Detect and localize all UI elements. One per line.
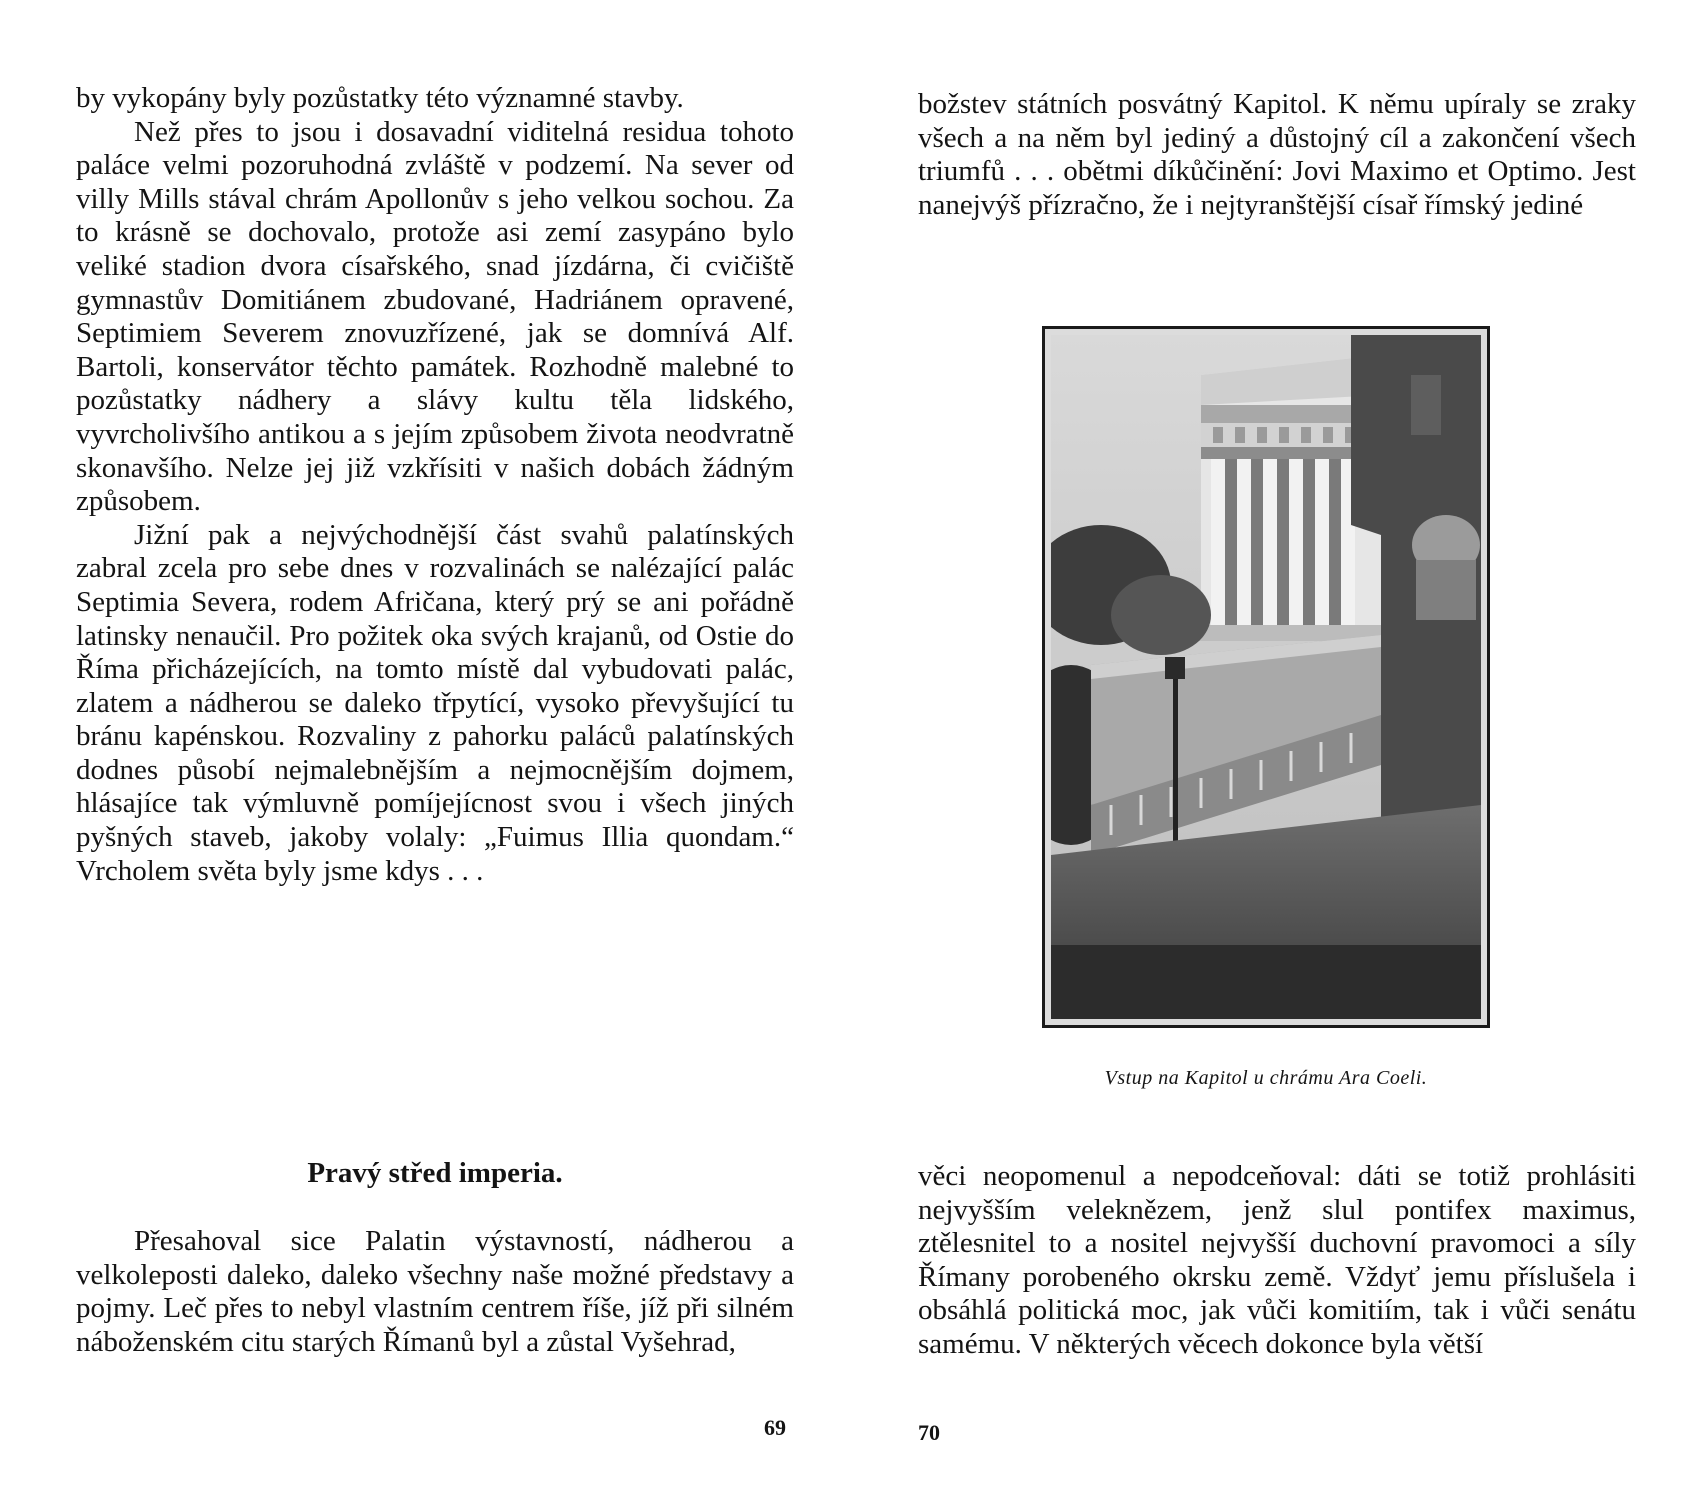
- photograph-kapitol-entrance: [1042, 326, 1490, 1028]
- paragraph: věci neopomenul a nepodceňoval: dáti se totiž prohlásiti nejvyšším veleknězem, jenž slul pontifex maximus, ztělesnitel to a nositel nejvyšší duchovní pravomoci a síly Římany porobeného okrsku země. Vždyť jemu příslušela i obsáhlá politická moc, jak vůči komitiím, tak i vůči senátu samému. V některých věcech dokonce byla větší: [918, 1160, 1636, 1360]
- right-page-top-text: [918, 88, 1636, 222]
- page-number: 69: [764, 1415, 786, 1440]
- photo-illustration: [1051, 335, 1481, 1019]
- paragraph: božstev státních posvátný Kapitol. K němu upíraly se zraky všech a na něm byl jediný a důstojný cíl a zakončení všech triumfů . . . obětmi díkůčinění: Jovi Maximo et Optimo. Jest nanejvýš přízračno, že i nejtyranštější císař římský jediné: [918, 88, 1636, 221]
- paragraph: Než přes to jsou i dosavadní viditelná residua tohoto paláce velmi pozoruhodná zvláště v podzemí. Na sever od villy Mills stával chrám Apollonův s jeho velkou sochou. Za to krásně se dochovalo, protože asi zemí zasypáno bylo veliké stadion dvora císařského, snad jízdárna, či cvičiště gymnastův Domitiánem zbudované, Hadriánem opravené, Septimiem Severem znovuzřízené, jak se domnívá Alf. Bartoli, konservátor těchto památek. Rozhodně malebné to pozůstatky nádhery a slávy kultu těla lidského, vyvrcholivšího antikou a s jejím způsobem života neodvratně skonavšího. Nelze jej již vzkřísiti v našich dobách žádným způsobem.: [76, 115, 794, 518]
- paragraph: Jižní pak a nejvýchodnější část svahů palatínských zabral zcela pro sebe dnes v rozvalinách se nalézající palác Septimia Severa, rodem Afričana, který prý se ani pořádně latinsky nenaučil. Pro požitek oka svých krajanů, od Ostie do Říma přicházejících, na tomto místě dal vybudovati palác, zlatem a nádherou se daleko třpytící, vysoko převyšující tu bránu kapénskou. Rozvaliny z pahorku paláců palatínských dodnes působí nejmalebnějším a nejmocnějším dojmem, hlásajíce tak výmluvně pomíjejícnost svou i všech jiných pyšných staveb, jakoby volaly: „Fuimus Illia quondam.“ Vrcholem světa byly jsme kdys . . .: [76, 518, 794, 887]
- right-page: [846, 0, 1692, 1500]
- photo-caption: Vstup na Kapitol u chrámu Ara Coeli.: [1104, 1067, 1428, 1089]
- paragraph: Přesahoval sice Palatin výstavností, nádherou a velkoleposti daleko, daleko všechny naše možné představy a pojmy. Leč přes to nebyl vlastním centrem říše, jíž při silném náboženském citu starých Římanů byl a zůstal Vyšehrad,: [76, 1225, 794, 1358]
- left-page-bottom-text: [76, 1225, 794, 1359]
- section-heading: Pravý střed imperia.: [307, 1157, 563, 1189]
- page-number: 70: [918, 1420, 940, 1445]
- right-page-bottom-text: [918, 1160, 1636, 1362]
- paragraph: by vykopány byly pozůstatky této významné stavby.: [76, 82, 684, 114]
- left-page-top-text: [76, 82, 794, 888]
